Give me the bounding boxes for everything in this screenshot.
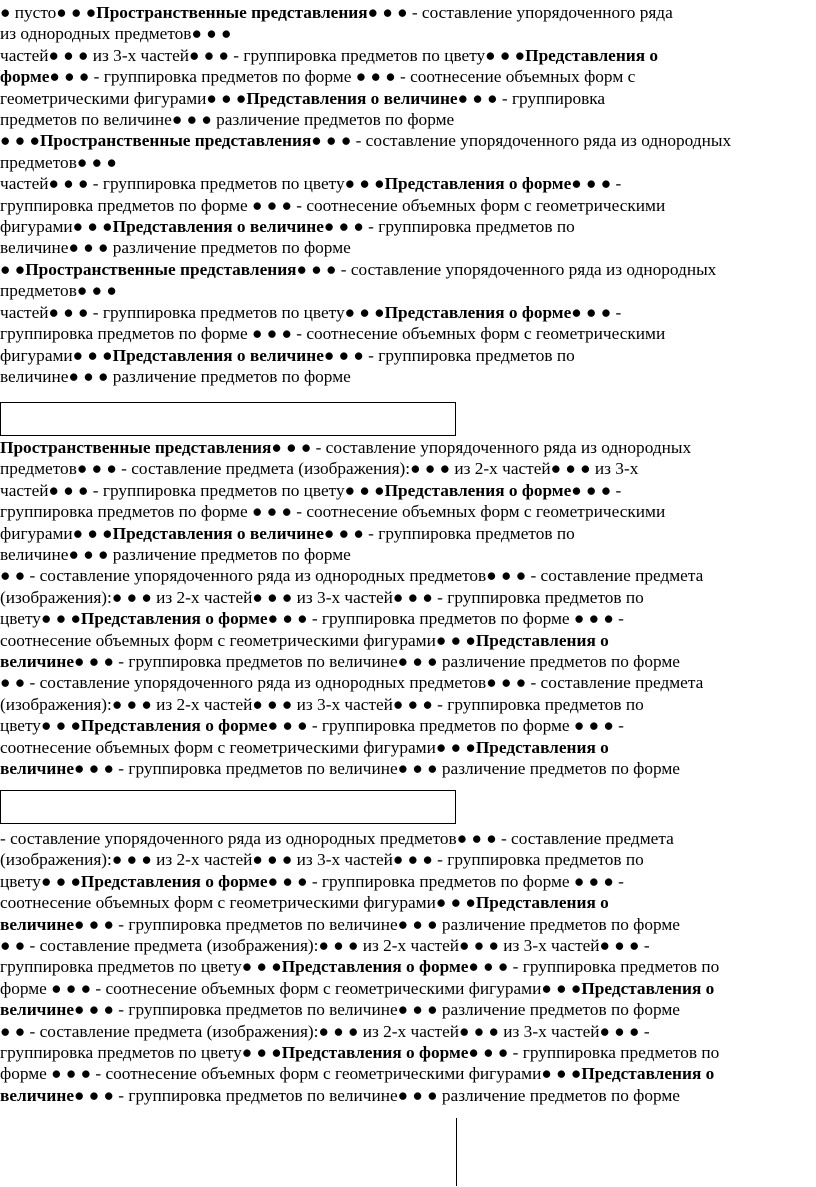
text-run: соотнесение объемных форм с геометрическими фигурами● ● ● [0,630,476,650]
text-line [0,302,812,323]
section-heading: Представления о форме [281,957,469,977]
text-run: - составление упорядоченного ряда из однородных предметов● ● ● - составление предмета [0,829,674,848]
text-run: ● ● ● - группировка предметов по величине● ● ● различение предметов по форме [74,1000,680,1020]
text-run: ● ● - составление предмета (изображения):● ● ● из 2-х частей● ● ● из 3-х частей● ● ● - [0,936,650,956]
section-heading: Представления о [475,737,609,757]
text-run: соотнесение объемных форм с геометрическими фигурами● ● ● [0,737,476,757]
section-heading: величине [0,1085,74,1105]
text-run: ● ● ● - группировка предметов по величине● ● ● различение предметов по форме [74,914,680,934]
text-line [0,23,812,44]
section-heading: Представления о форме [384,480,572,500]
text-line [0,216,812,237]
text-line [0,758,812,779]
text-run: группировка предметов по цвету● ● ● [0,957,282,977]
text-run: ● ● - составление предмета (изображения):● ● ● из 2-х частей● ● ● из 3-х частей● ● ● - [0,1021,650,1041]
text-line [0,672,812,693]
text-run: цвету● ● ● [0,609,81,629]
text-run: ● ● ● - группировка предметов по форме ● ● ● - соотнесение объемных форм с [49,67,636,87]
text-run: предметов● ● ● - составление предмета (изображения):● ● ● из 2-х частей● ● ● из 3-х [0,459,639,479]
text-line [0,999,812,1020]
section-heading: Пространственные представления [96,3,368,22]
section-heading: Представления о величине [112,217,324,237]
text-line [0,1063,812,1084]
text-line [0,501,812,522]
section-heading: Представления о [475,630,609,650]
text-run: ● ● ● - составление упорядоченного ряда [367,3,673,22]
text-line [0,366,812,387]
text-run: ● ● ● - группировка предметов по форме ● ● ● - [267,871,624,891]
section-heading: Пространственные представления [0,438,272,457]
text-line [0,871,812,892]
text-line [0,849,812,870]
text-run: ● ● ● - составление упорядоченного ряда из однородных [271,438,692,457]
text-line [0,152,812,173]
text-line [0,608,812,629]
text-run: ● ● ● [0,131,40,151]
section-heading: Представления о форме [281,1043,469,1063]
text-run: геометрическими фигурами● ● ● [0,88,247,108]
section-heading: Представления о [475,893,609,913]
text-run: ● ● ● - группировка предметов по величине● ● ● различение предметов по форме [74,1085,680,1105]
text-run: цвету● ● ● [0,716,81,736]
text-line [0,565,812,586]
text-run: ● ● ● - составление упорядоченного ряда из однородных [311,131,732,151]
text-block-2 [0,437,812,780]
text-line [0,195,812,216]
text-line [0,737,812,758]
empty-box-1 [0,402,456,436]
text-line [0,280,812,301]
text-run: соотнесение объемных форм с геометрическими фигурами● ● ● [0,893,476,913]
text-run: ● ● ● - группировка предметов по [323,523,575,543]
text-run: ● ● - составление упорядоченного ряда из однородных предметов● ● ● - составление предмета [0,673,704,693]
text-line [0,88,812,109]
empty-box-2 [0,790,456,824]
text-run: ● ● ● - группировка предметов по величине● ● ● различение предметов по форме [74,652,680,672]
section-heading: Представления о [525,45,659,65]
text-line [0,237,812,258]
section-heading: Представления о форме [384,174,572,194]
text-block-1 [0,2,812,387]
section-heading: Представления о форме [384,302,572,322]
text-run: ● ● ● - [571,302,622,322]
section-heading: величине [0,1000,74,1020]
text-run: (изображения):● ● ● из 2-х частей● ● ● из 3-х частей● ● ● - группировка предметов по [0,694,644,714]
text-line [0,323,812,344]
text-run: ● ● ● - группировка предметов по [323,345,575,365]
text-run: ● ● ● - группировка предметов по форме ● ● ● - [267,716,624,736]
text-line [0,935,812,956]
text-run: ● ● ● - группировка предметов по [323,217,575,237]
section-heading: Представления о [581,1064,715,1084]
text-line [0,914,812,935]
text-run: из однородных предметов● ● ● [0,24,232,44]
section-heading: величине [0,914,74,934]
text-block-3 [0,828,812,1106]
text-line [0,259,812,280]
text-run: ● ● ● - группировка предметов по величине● ● ● различение предметов по форме [74,759,680,779]
text-line [0,651,812,672]
section-heading: величине [0,759,74,779]
text-line [0,1021,812,1042]
text-run: ● ● ● - группировка предметов по [468,957,720,977]
text-run: ● ● [0,259,26,279]
text-run: ● ● ● - составление упорядоченного ряда из однородных [296,259,717,279]
text-run: частей● ● ● - группировка предметов по цвету● ● ● [0,480,385,500]
text-run: ● пусто● ● ● [0,3,97,22]
text-run: предметов● ● ● [0,281,117,301]
text-line [0,480,812,501]
text-line [0,130,812,151]
section-heading: Представления о форме [80,609,268,629]
text-run: форме ● ● ● - соотнесение объемных форм с геометрическими фигурами● ● ● [0,978,582,998]
text-run: (изображения):● ● ● из 2-х частей● ● ● из 3-х частей● ● ● - группировка предметов по [0,587,644,607]
text-run: ● ● ● - группировка предметов по [468,1043,720,1063]
text-run: группировка предметов по цвету● ● ● [0,1043,282,1063]
section-heading: Представления о величине [112,523,324,543]
text-run: величине● ● ● различение предметов по форме [0,366,351,386]
text-run: предметов по величине● ● ● различение предметов по форме [0,110,455,130]
text-run: ● ● ● - [571,174,622,194]
text-run: фигурами● ● ● [0,217,113,237]
text-run: величине● ● ● различение предметов по форме [0,545,351,565]
section-heading: величине [0,652,74,672]
vertical-rule [456,1118,457,1186]
section-heading: Представления о величине [112,345,324,365]
text-line [0,523,812,544]
text-line [0,587,812,608]
text-line [0,45,812,66]
section-heading: Представления о величине [246,88,458,108]
text-line [0,1085,812,1106]
text-line [0,630,812,651]
text-run: цвету● ● ● [0,871,81,891]
text-run: фигурами● ● ● [0,523,113,543]
section-heading: Представления о форме [80,871,268,891]
text-run: частей● ● ● - группировка предметов по цвету● ● ● [0,174,385,194]
text-line [0,458,812,479]
text-run: ● ● ● - [571,480,622,500]
text-line [0,2,812,23]
text-line [0,66,812,87]
text-run: форме ● ● ● - соотнесение объемных форм с геометрическими фигурами● ● ● [0,1064,582,1084]
section-heading: Представления о [581,978,715,998]
text-line [0,109,812,130]
text-run: группировка предметов по форме ● ● ● - соотнесение объемных форм с геометрическими [0,502,666,522]
text-run: группировка предметов по форме ● ● ● - соотнесение объемных форм с геометрическими [0,324,666,344]
text-line [0,694,812,715]
text-run: группировка предметов по форме ● ● ● - соотнесение объемных форм с геометрическими [0,195,666,215]
text-run: частей● ● ● из 3-х частей● ● ● - группировка предметов по цвету● ● ● [0,45,526,65]
text-run: фигурами● ● ● [0,345,113,365]
text-run: величине● ● ● различение предметов по форме [0,238,351,258]
text-line [0,345,812,366]
text-line [0,978,812,999]
text-run: ● ● ● - группировка предметов по форме ● ● ● - [267,609,624,629]
text-line [0,892,812,913]
text-line [0,956,812,977]
text-line [0,828,812,849]
text-line [0,715,812,736]
text-run: (изображения):● ● ● из 2-х частей● ● ● из 3-х частей● ● ● - группировка предметов по [0,850,644,870]
section-heading: форме [0,67,50,87]
text-line [0,544,812,565]
text-run: частей● ● ● - группировка предметов по цвету● ● ● [0,302,385,322]
text-line [0,1042,812,1063]
text-line [0,173,812,194]
text-run: ● ● - составление упорядоченного ряда из однородных предметов● ● ● - составление предмета [0,566,704,586]
section-heading: Пространственные представления [39,131,312,151]
section-heading: Пространственные представления [25,259,297,279]
text-run: ● ● ● - группировка [457,88,606,108]
section-heading: Представления о форме [80,716,268,736]
text-line [0,437,812,458]
text-run: предметов● ● ● [0,152,117,172]
